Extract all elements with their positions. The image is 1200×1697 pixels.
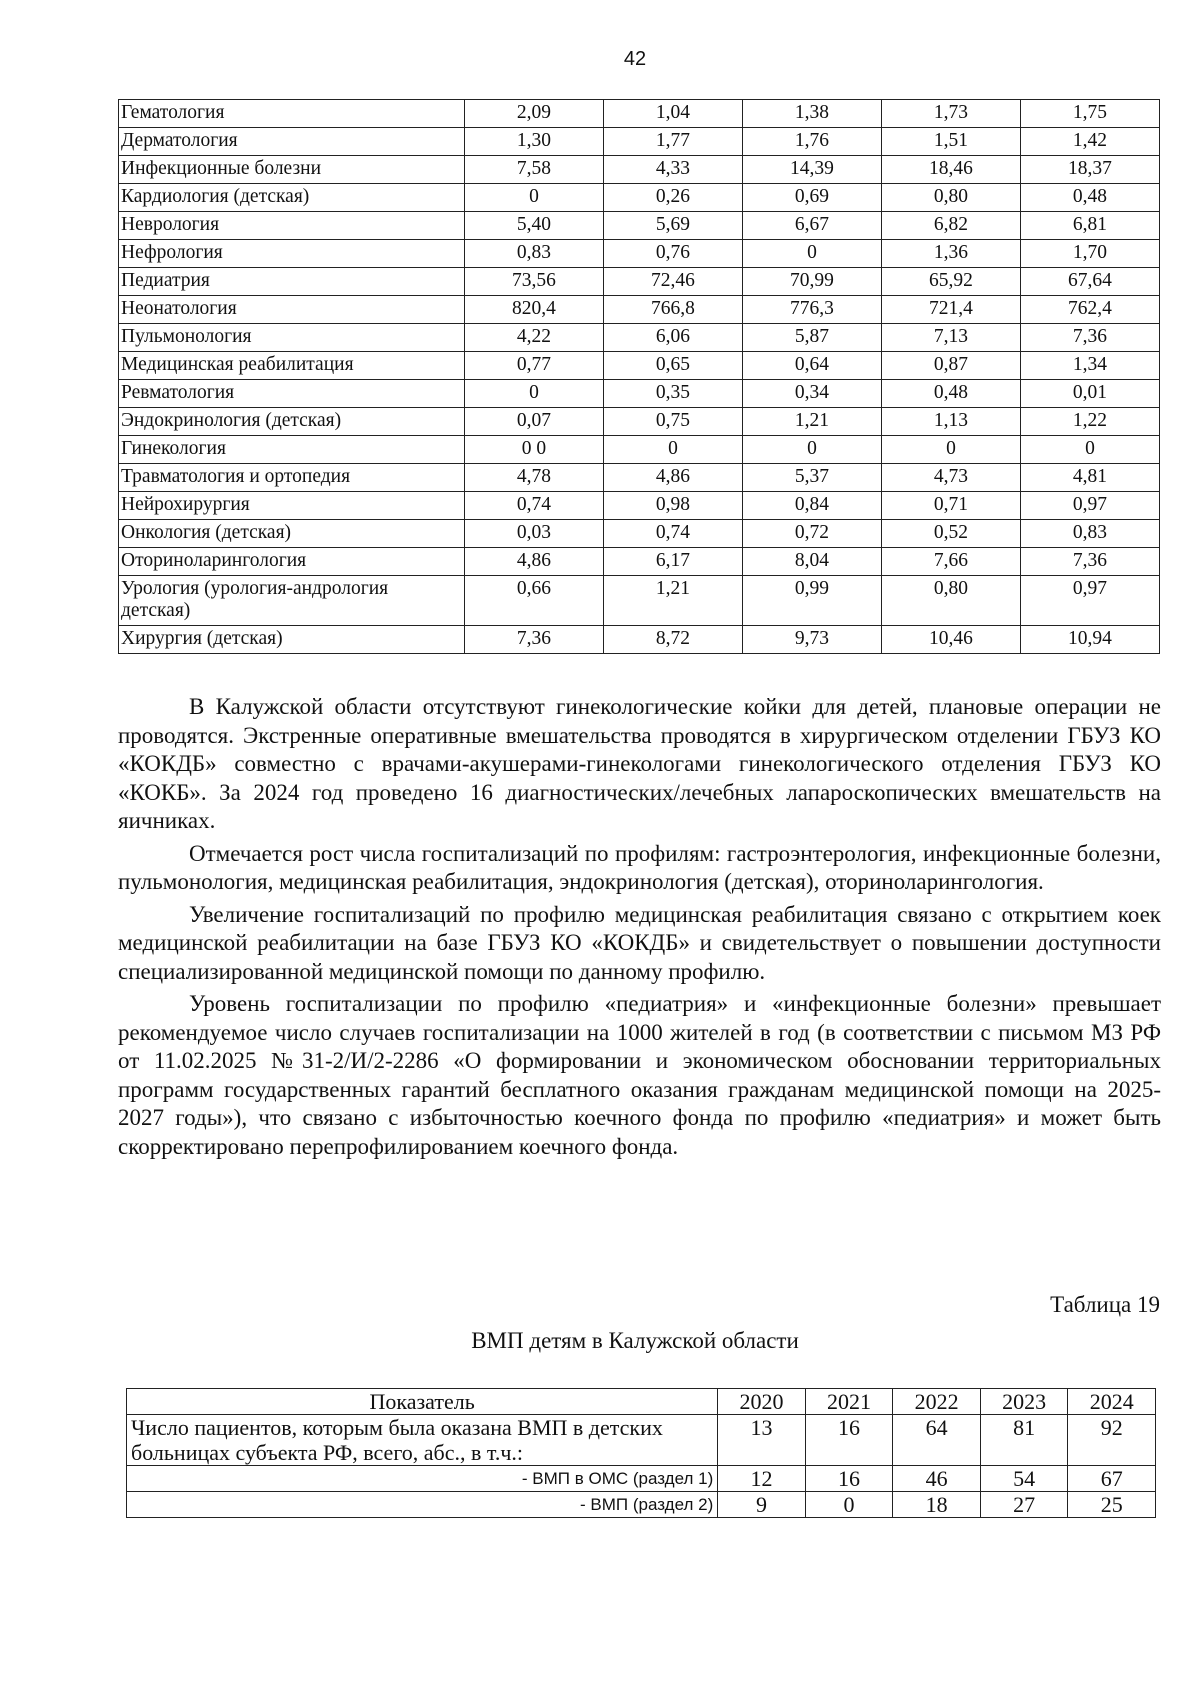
table-row xyxy=(119,548,1160,576)
value-cell: 25 xyxy=(1068,1492,1156,1518)
table-row xyxy=(119,464,1160,492)
profile-name-cell: Педиатрия xyxy=(119,268,465,296)
page-number: 42 xyxy=(623,48,647,70)
value-cell: 762,4 xyxy=(1020,296,1159,324)
header-cell: 2021 xyxy=(805,1389,893,1415)
value-cell: 0,72 xyxy=(742,520,881,548)
value-cell: 67,64 xyxy=(1020,268,1159,296)
value-cell: 0,80 xyxy=(881,184,1020,212)
value-cell: 7,66 xyxy=(881,548,1020,576)
value-cell: 0,03 xyxy=(464,520,603,548)
profile-name-cell: Медицинская реабилитация xyxy=(119,352,465,380)
value-cell: 18 xyxy=(893,1492,981,1518)
header-cell: 2023 xyxy=(980,1389,1068,1415)
value-cell: 6,17 xyxy=(603,548,742,576)
value-cell: 0,48 xyxy=(881,380,1020,408)
value-cell: 70,99 xyxy=(742,268,881,296)
value-cell: 92 xyxy=(1068,1415,1156,1466)
value-cell: 0,76 xyxy=(603,240,742,268)
value-cell: 1,38 xyxy=(742,100,881,128)
profile-name-cell: Гинекология xyxy=(119,436,465,464)
value-cell: 0,66 xyxy=(464,576,603,626)
value-cell: 0,35 xyxy=(603,380,742,408)
value-cell: 2,09 xyxy=(464,100,603,128)
value-cell: 0,34 xyxy=(742,380,881,408)
indicator-cell: - ВМП (раздел 2) xyxy=(127,1492,718,1518)
value-cell: 6,82 xyxy=(881,212,1020,240)
value-cell: 0 xyxy=(464,184,603,212)
hospitalization-table xyxy=(118,99,1160,654)
value-cell: 0,48 xyxy=(1020,184,1159,212)
value-cell: 0,97 xyxy=(1020,576,1159,626)
header-cell: 2020 xyxy=(718,1389,806,1415)
value-cell: 0,75 xyxy=(603,408,742,436)
table-label: Таблица 19 xyxy=(1050,1292,1160,1317)
table-row xyxy=(119,352,1160,380)
indicator-cell: Число пациентов, которым была оказана ВМП в детских больницах субъекта РФ, всего, абс., в т.ч.: xyxy=(127,1415,718,1466)
value-cell: 0,83 xyxy=(464,240,603,268)
value-cell: 0,84 xyxy=(742,492,881,520)
table-row xyxy=(119,626,1160,654)
value-cell: 0 xyxy=(603,436,742,464)
value-cell: 1,13 xyxy=(881,408,1020,436)
value-cell: 0,65 xyxy=(603,352,742,380)
value-cell: 0,99 xyxy=(742,576,881,626)
table-row xyxy=(127,1466,1156,1492)
value-cell: 0 xyxy=(464,380,603,408)
body-text xyxy=(118,693,1161,1165)
header-cell: 2024 xyxy=(1068,1389,1156,1415)
value-cell: 10,46 xyxy=(881,626,1020,654)
profile-name-cell: Пульмонология xyxy=(119,324,465,352)
value-cell: 5,37 xyxy=(742,464,881,492)
vmp-table xyxy=(126,1388,1156,1518)
value-cell: 4,86 xyxy=(464,548,603,576)
profile-name-cell: Эндокринология (детская) xyxy=(119,408,465,436)
value-cell: 0 xyxy=(742,436,881,464)
value-cell: 0 xyxy=(1020,436,1159,464)
value-cell: 0 xyxy=(881,436,1020,464)
value-cell: 1,21 xyxy=(742,408,881,436)
value-cell: 820,4 xyxy=(464,296,603,324)
value-cell: 0,77 xyxy=(464,352,603,380)
value-cell: 1,34 xyxy=(1020,352,1159,380)
table-row xyxy=(119,492,1160,520)
value-cell: 8,04 xyxy=(742,548,881,576)
profile-name-cell: Онкология (детская) xyxy=(119,520,465,548)
profile-name-cell: Дерматология xyxy=(119,128,465,156)
table-row xyxy=(119,240,1160,268)
value-cell: 18,46 xyxy=(881,156,1020,184)
table-header-row xyxy=(127,1389,1156,1415)
value-cell: 73,56 xyxy=(464,268,603,296)
value-cell: 0,07 xyxy=(464,408,603,436)
value-cell: 67 xyxy=(1068,1466,1156,1492)
profile-name-cell: Нейрохирургия xyxy=(119,492,465,520)
value-cell: 0,69 xyxy=(742,184,881,212)
value-cell: 766,8 xyxy=(603,296,742,324)
value-cell: 1,51 xyxy=(881,128,1020,156)
value-cell: 1,04 xyxy=(603,100,742,128)
profile-name-cell: Урология (урология-андрология детская) xyxy=(119,576,465,626)
value-cell: 46 xyxy=(893,1466,981,1492)
profile-name-cell: Неврология xyxy=(119,212,465,240)
profile-name-cell: Неонатология xyxy=(119,296,465,324)
value-cell: 54 xyxy=(980,1466,1068,1492)
value-cell: 6,81 xyxy=(1020,212,1159,240)
value-cell: 0,52 xyxy=(881,520,1020,548)
value-cell: 10,94 xyxy=(1020,626,1159,654)
value-cell: 0 xyxy=(742,240,881,268)
value-cell: 6,67 xyxy=(742,212,881,240)
value-cell: 18,37 xyxy=(1020,156,1159,184)
value-cell: 9 xyxy=(718,1492,806,1518)
value-cell: 4,86 xyxy=(603,464,742,492)
paragraph: Уровень госпитализации по профилю «педиатрия» и «инфекционные болезни» превышает рекомендуемое число случаев госпитализации на 1000 жителей в год (в соответствии с письмом МЗ РФ от 11.02.2025 №31-2/И/2-2286 «О формировании и экономическом обосновании территориальных программ государственных гарантий бесплатного оказания гражданам медицинской помощи на 2025-2027 годы»), что связано с избыточностью коечного фонда по профилю «педиатрия» и может быть скорректировано перепрофилированием коечного фонда. xyxy=(118,991,1161,1159)
table-row xyxy=(119,380,1160,408)
value-cell: 7,13 xyxy=(881,324,1020,352)
profile-name-cell: Инфекционные болезни xyxy=(119,156,465,184)
value-cell: 14,39 xyxy=(742,156,881,184)
table-row xyxy=(119,324,1160,352)
table-row xyxy=(119,436,1160,464)
value-cell: 7,36 xyxy=(1020,324,1159,352)
header-cell: Показатель xyxy=(127,1389,718,1415)
table-row xyxy=(119,268,1160,296)
profile-name-cell: Хирургия (детская) xyxy=(119,626,465,654)
value-cell: 4,33 xyxy=(603,156,742,184)
value-cell: 1,30 xyxy=(464,128,603,156)
table-row xyxy=(119,184,1160,212)
value-cell: 0,83 xyxy=(1020,520,1159,548)
value-cell: 65,92 xyxy=(881,268,1020,296)
value-cell: 81 xyxy=(980,1415,1068,1466)
value-cell: 5,69 xyxy=(603,212,742,240)
value-cell: 721,4 xyxy=(881,296,1020,324)
table-row xyxy=(119,128,1160,156)
value-cell: 0,26 xyxy=(603,184,742,212)
value-cell: 7,36 xyxy=(1020,548,1159,576)
value-cell: 0,74 xyxy=(603,520,742,548)
table-title: ВМП детям в Калужской области xyxy=(471,1328,799,1353)
value-cell: 16 xyxy=(805,1466,893,1492)
value-cell: 64 xyxy=(893,1415,981,1466)
value-cell: 1,76 xyxy=(742,128,881,156)
value-cell: 1,73 xyxy=(881,100,1020,128)
value-cell: 5,40 xyxy=(464,212,603,240)
paragraph: В Калужской области отсутствуют гинекологические койки для детей, плановые операции не проводятся. Экстренные оперативные вмешательства проводятся в хирургическом отделении ГБУЗ КО «КОКДБ» совместно с врачами-акушерами-гинекологами гинекологического отделения ГБУЗ КО «КОКБ». За 2024 год проведено 16 диагностических/лечебных лапароскопических вмешательств на яичниках. xyxy=(118,694,1161,833)
table-row xyxy=(119,212,1160,240)
value-cell: 0,80 xyxy=(881,576,1020,626)
table-row xyxy=(127,1415,1156,1466)
value-cell: 5,87 xyxy=(742,324,881,352)
value-cell: 7,36 xyxy=(464,626,603,654)
value-cell: 6,06 xyxy=(603,324,742,352)
profile-name-cell: Гематология xyxy=(119,100,465,128)
value-cell: 1,75 xyxy=(1020,100,1159,128)
value-cell: 776,3 xyxy=(742,296,881,324)
table-row xyxy=(119,576,1160,626)
value-cell: 7,58 xyxy=(464,156,603,184)
value-cell: 1,42 xyxy=(1020,128,1159,156)
profile-name-cell: Оториноларингология xyxy=(119,548,465,576)
table-row xyxy=(119,408,1160,436)
table-row xyxy=(119,520,1160,548)
value-cell: 1,22 xyxy=(1020,408,1159,436)
header-cell: 2022 xyxy=(893,1389,981,1415)
value-cell: 0,87 xyxy=(881,352,1020,380)
value-cell: 1,21 xyxy=(603,576,742,626)
value-cell: 1,70 xyxy=(1020,240,1159,268)
value-cell: 0,97 xyxy=(1020,492,1159,520)
value-cell: 4,22 xyxy=(464,324,603,352)
value-cell: 16 xyxy=(805,1415,893,1466)
table-row xyxy=(127,1492,1156,1518)
value-cell: 0,74 xyxy=(464,492,603,520)
profile-name-cell: Травматология и ортопедия xyxy=(119,464,465,492)
value-cell: 0 xyxy=(805,1492,893,1518)
profile-name-cell: Нефрология xyxy=(119,240,465,268)
value-cell: 27 xyxy=(980,1492,1068,1518)
value-cell: 13 xyxy=(718,1415,806,1466)
value-cell: 72,46 xyxy=(603,268,742,296)
paragraph: Увеличение госпитализаций по профилю медицинская реабилитация связано с открытием коек медицинской реабилитации на базе ГБУЗ КО «КОКДБ» и свидетельствует о повышении доступности специализированной медицинской помощи по данному профилю. xyxy=(118,901,1161,984)
profile-name-cell: Ревматология xyxy=(119,380,465,408)
value-cell: 0,64 xyxy=(742,352,881,380)
table-row xyxy=(119,100,1160,128)
indicator-cell: - ВМП в ОМС (раздел 1) xyxy=(127,1466,718,1492)
value-cell: 8,72 xyxy=(603,626,742,654)
value-cell: 1,77 xyxy=(603,128,742,156)
value-cell: 0,71 xyxy=(881,492,1020,520)
value-cell: 4,73 xyxy=(881,464,1020,492)
value-cell: 0,98 xyxy=(603,492,742,520)
value-cell: 9,73 xyxy=(742,626,881,654)
value-cell: 0 0 xyxy=(464,436,603,464)
value-cell: 4,81 xyxy=(1020,464,1159,492)
value-cell: 1,36 xyxy=(881,240,1020,268)
table-row xyxy=(119,296,1160,324)
profile-name-cell: Кардиология (детская) xyxy=(119,184,465,212)
value-cell: 0,01 xyxy=(1020,380,1159,408)
paragraph: Отмечается рост числа госпитализаций по профилям: гастроэнтерология, инфекционные болезни, пульмонология, медицинская реабилитация, эндокринология (детская), оториноларингология. xyxy=(118,840,1161,894)
table-row xyxy=(119,156,1160,184)
value-cell: 12 xyxy=(718,1466,806,1492)
value-cell: 4,78 xyxy=(464,464,603,492)
